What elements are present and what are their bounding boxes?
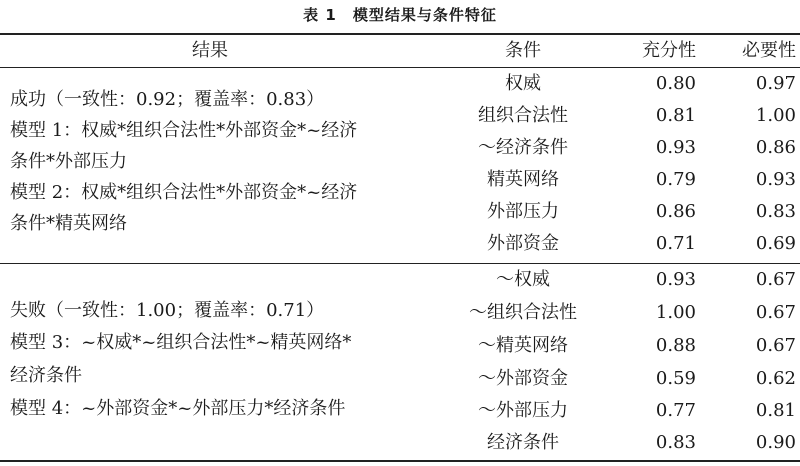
necessity-cell: 0.93	[755, 169, 796, 190]
condition-cell: ～外部资金	[478, 368, 568, 389]
condition-cell: ～经济条件	[478, 137, 568, 158]
header-rule	[0, 67, 800, 68]
condition-cell: 外部压力	[487, 201, 559, 222]
necessity-cell: 0.83	[755, 201, 796, 222]
sufficiency-cell: 0.81	[655, 105, 696, 126]
necessity-cell: 0.97	[755, 73, 796, 94]
bottom-rule	[0, 460, 800, 462]
necessity-cell: 0.67	[755, 269, 796, 290]
condition-cell: ～权威	[496, 269, 550, 290]
table-caption: 表 1 模型结果与条件特征	[303, 6, 497, 24]
condition-cell: 组织合法性	[478, 105, 568, 126]
necessity-cell: 0.81	[755, 400, 796, 421]
sufficiency-cell: 0.88	[655, 335, 696, 356]
sufficiency-cell: 0.71	[655, 233, 696, 254]
necessity-cell: 0.90	[755, 432, 796, 453]
model-3-line-2: 经济条件	[10, 365, 82, 386]
necessity-cell: 0.86	[755, 137, 796, 158]
top-rule	[0, 33, 800, 35]
header-necessity: 必要性	[742, 40, 796, 61]
condition-cell: 经济条件	[487, 432, 559, 453]
sufficiency-cell: 0.80	[655, 73, 696, 94]
sufficiency-cell: 0.77	[655, 400, 696, 421]
sufficiency-cell: 0.93	[655, 269, 696, 290]
sufficiency-cell: 0.86	[655, 201, 696, 222]
condition-cell: 精英网络	[487, 169, 559, 190]
condition-cell: 权威	[505, 73, 541, 94]
header-sufficiency: 充分性	[642, 40, 696, 61]
sufficiency-cell: 0.93	[655, 137, 696, 158]
model-1-line-2: 条件*外部压力	[10, 151, 127, 172]
condition-cell: 外部资金	[487, 233, 559, 254]
sufficiency-cell: 0.79	[655, 169, 696, 190]
necessity-cell: 1.00	[755, 105, 796, 126]
failure-summary: 失败（一致性：1.00；覆盖率：0.71）	[10, 300, 325, 321]
header-result: 结果	[192, 40, 228, 61]
condition-cell: ～外部压力	[478, 400, 568, 421]
condition-cell: ～精英网络	[478, 335, 568, 356]
header-condition: 条件	[505, 40, 541, 61]
necessity-cell: 0.69	[755, 233, 796, 254]
model-2-line-2: 条件*精英网络	[10, 213, 127, 234]
sufficiency-cell: 1.00	[655, 302, 696, 323]
group-divider	[0, 263, 800, 264]
model-3-line-1: 模型 3：~权威*~组织合法性*~精英网络*	[10, 332, 352, 353]
success-summary: 成功（一致性：0.92；覆盖率：0.83）	[10, 89, 325, 110]
sufficiency-cell: 0.83	[655, 432, 696, 453]
sufficiency-cell: 0.59	[655, 368, 696, 389]
necessity-cell: 0.62	[755, 368, 796, 389]
necessity-cell: 0.67	[755, 335, 796, 356]
model-2-line-1: 模型 2：权威*组织合法性*外部资金*~经济	[10, 182, 358, 203]
model-1-line-1: 模型 1：权威*组织合法性*外部资金*~经济	[10, 120, 358, 141]
necessity-cell: 0.67	[755, 302, 796, 323]
model-4-line: 模型 4：~外部资金*~外部压力*经济条件	[10, 398, 346, 419]
condition-cell: ～组织合法性	[469, 302, 577, 323]
